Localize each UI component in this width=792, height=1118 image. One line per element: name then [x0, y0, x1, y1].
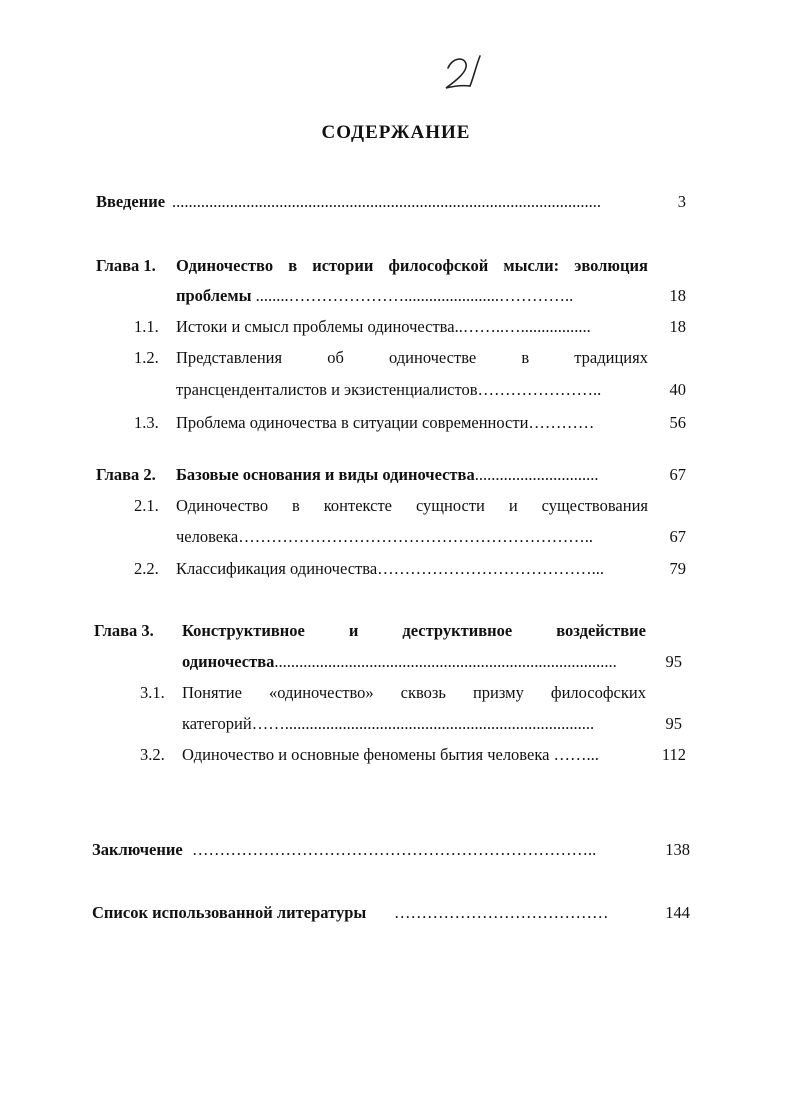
section-number: 2.1.: [134, 496, 159, 515]
section-page: 18: [669, 317, 686, 336]
chapter-3-page: 95: [665, 652, 682, 671]
chapter-3-title-line2: одиночества...................................................................................: [182, 652, 617, 671]
section-page: 95: [665, 714, 682, 733]
chapter-1-label: Глава 1.: [96, 256, 156, 275]
handwritten-page-number: [440, 52, 490, 96]
chapter-2-title: Базовые основания и виды одиночества..............................: [176, 465, 599, 484]
toc-conclusion-label: Заключение: [92, 840, 183, 859]
chapter-3-title-line1: Конструктивное и деструктивное воздействие: [182, 621, 646, 640]
chapter-1-title-line2: проблемы ........………………….......................…………..: [176, 286, 574, 305]
chapter-2-page: 67: [669, 465, 686, 484]
toc-bibliography-label: Список использованной литературы: [92, 903, 367, 922]
section-title: Одиночество и основные феномены бытия человека ……...: [182, 745, 599, 764]
toc-bibliography-page: 144: [665, 903, 690, 922]
section-title: Истоки и смысл проблемы одиночества..……..….................: [176, 317, 591, 336]
section-page: 40: [669, 380, 686, 399]
section-page: 112: [661, 745, 686, 764]
toc-conclusion-dots: ………………………………………………………………..: [192, 840, 597, 859]
section-number: 1.1.: [134, 317, 159, 336]
section-title-line2: трансценденталистов и экзистенциалистов…………………..: [176, 380, 602, 399]
toc-intro-page: 3: [677, 192, 686, 211]
section-number: 3.2.: [140, 745, 165, 764]
section-title: Классификация одиночества…………………………………...: [176, 559, 605, 578]
section-title: Проблема одиночества в ситуации современности…………: [176, 413, 595, 432]
section-page: 67: [669, 527, 686, 546]
toc-bibliography-dots: …………………………………: [394, 903, 609, 922]
section-title-line1: Одиночество в контексте сущности и существования: [176, 496, 648, 515]
section-title-line1: Понятие «одиночество» сквозь призму философских: [182, 683, 646, 702]
section-number: 3.1.: [140, 683, 165, 702]
toc-intro-label: Введение: [96, 192, 166, 211]
section-title-line1: Представления об одиночестве в традициях: [176, 348, 648, 367]
section-title-line2: человека………………………………………………………..: [176, 527, 593, 546]
section-number: 1.2.: [134, 348, 159, 367]
toc-conclusion-page: 138: [665, 840, 690, 859]
toc-intro-dots: ........................................................................................................: [172, 192, 601, 211]
section-number: 2.2.: [134, 559, 159, 578]
chapter-1-page: 18: [669, 286, 686, 305]
chapter-3-label: Глава 3.: [94, 621, 154, 640]
section-page: 79: [669, 559, 686, 578]
section-number: 1.3.: [134, 413, 159, 432]
chapter-2-label: Глава 2.: [96, 465, 156, 484]
chapter-1-title-line1: Одиночество в истории философской мысли: эволюция: [176, 256, 648, 275]
section-page: 56: [669, 413, 686, 432]
section-title-line2: категорий……...........................................................................: [182, 714, 595, 733]
page-title: СОДЕРЖАНИЕ: [321, 122, 471, 143]
